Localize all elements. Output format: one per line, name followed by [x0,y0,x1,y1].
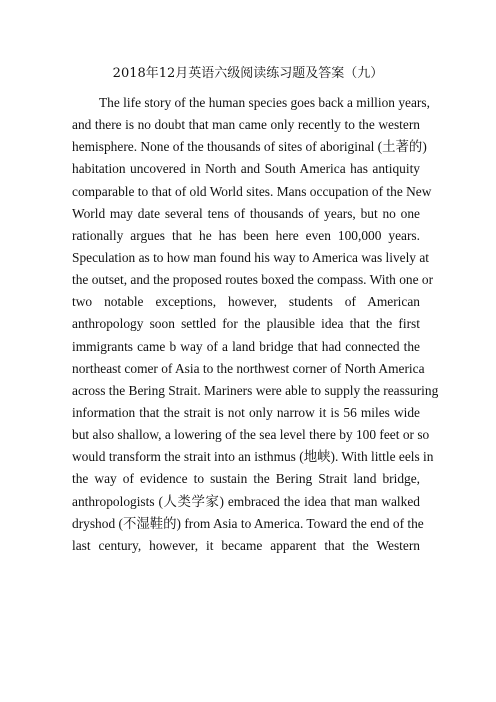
text-line: The life story of the human species goes back a million years, [99,95,430,110]
text-line: the way of evidence to sustain the Bering Strait land bridge, [72,471,420,487]
text-line: information that the strait is not only narrow it is 56 miles wide [72,404,420,420]
text-line: and there is no doubt that man came only recently to the western [72,117,420,133]
text-line: anthropology soon settled for the plausible idea that the first [72,316,420,332]
document-title: 2018年12月英语六级阅读练习题及答案（九） [112,66,384,81]
text-line: rationally argues that he has been here even 100,000 years. [72,227,420,243]
text-line: two notable exceptions, however, students of American [72,294,420,310]
text-line: northeast comer of Asia to the northwest corner of North America [72,360,425,376]
text-line: habitation uncovered in North and South America has antiquity [72,161,420,177]
document-body [72,92,439,557]
text-line: across the Bering Strait. Mariners were able to supply the reassuring [72,382,439,398]
text-line: the outset, and the proposed routes boxed the compass. With one or [72,272,434,288]
text-line: anthropologists (人类学家) embraced the idea that man walked [72,493,420,509]
text-line: hemisphere. None of the thousands of sites of aboriginal (土著的) [72,139,427,155]
text-line: Speculation as to how man found his way to America was lively at [72,249,430,265]
text-line: World may date several tens of thousands of years, but no one [72,205,420,221]
text-line: comparable to that of old World sites. Mans occupation of the New [72,183,432,199]
text-line: dryshod (不湿鞋的) from Asia to America. Toward the end of the [72,515,424,531]
text-line: immigrants came b way of a land bridge that had connected the [72,338,420,354]
text-line: would transform the strait into an isthmus (地峡). With little eels in [72,449,434,465]
text-line: but also shallow, a lowering of the sea level there by 100 feet or so [72,427,430,443]
text-line: last century, however, it became apparent that the Western [72,537,420,553]
